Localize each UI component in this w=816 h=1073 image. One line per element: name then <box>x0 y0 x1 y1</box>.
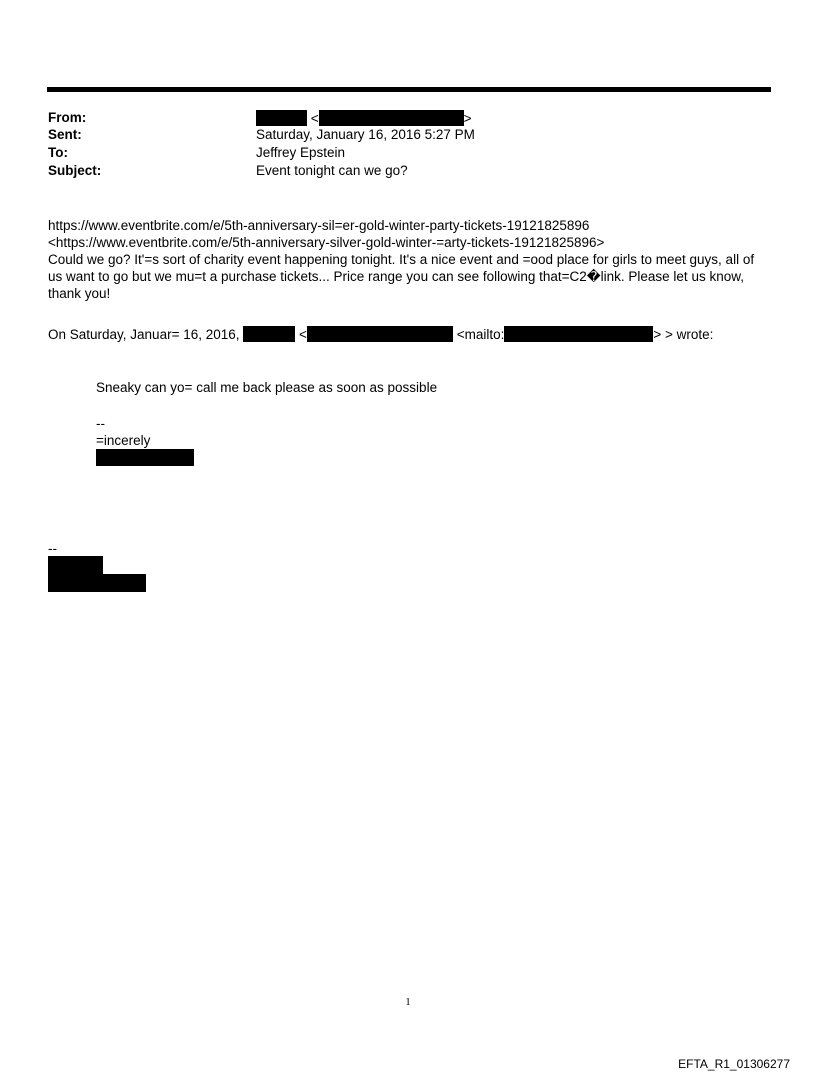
quote-angle-open: < <box>299 327 307 342</box>
document-id: EFTA_R1_01306277 <box>678 1057 790 1071</box>
event-url-bracketed: <https://www.eventbrite.com/e/5th-anniversary-silver-gold-winter-=arty-tickets-19121825896> <box>48 235 605 250</box>
redaction-signature-line-1 <box>48 556 103 574</box>
message-text: Could we go? It'=s sort of charity event happening tonight. It's a nice event and =ood place for girls to meet guys, all of us want to go but we mu=t a purchase tickets... Price range you can see following that=C2�link. Please let us know, thank you! <box>48 252 755 301</box>
signature-dashes: -- <box>48 541 57 556</box>
sent-label: Sent: <box>48 127 82 142</box>
page-number: 1 <box>405 996 411 1008</box>
redaction-sender-name <box>256 110 307 126</box>
to-label: To: <box>48 145 68 160</box>
from-value <box>256 110 472 126</box>
redaction-quoted-mailto <box>504 326 653 342</box>
redaction-quoted-signature <box>96 449 194 466</box>
event-url: https://www.eventbrite.com/e/5th-anniversary-sil=er-gold-winter-party-tickets-19121825896 <box>48 218 590 233</box>
quoted-sign-off: =incerely <box>96 433 151 448</box>
from-angle-open: < <box>310 111 319 126</box>
from-angle-close: > <box>463 111 472 126</box>
redaction-quoted-email <box>307 326 453 342</box>
quote-mailto: <mailto: <box>456 327 505 342</box>
redaction-quoted-name <box>243 326 295 342</box>
subject-value: Event tonight can we go? <box>256 163 408 178</box>
redaction-sender-email <box>319 110 464 126</box>
quoted-line: Sneaky can yo= call me back please as soon as possible <box>96 380 438 395</box>
quote-prefix: On Saturday, Januar= 16, 2016, <box>48 327 240 342</box>
header-rule <box>47 87 771 92</box>
quote-intro <box>48 326 768 343</box>
quote-suffix: > > wrote: <box>653 327 714 342</box>
from-label: From: <box>48 110 87 125</box>
subject-label: Subject: <box>48 163 102 178</box>
sent-value: Saturday, January 16, 2016 5:27 PM <box>256 127 475 142</box>
redaction-signature-line-2 <box>48 574 146 592</box>
message-body <box>48 217 768 302</box>
to-value: Jeffrey Epstein <box>256 145 346 160</box>
quoted-dashes: -- <box>96 416 105 431</box>
